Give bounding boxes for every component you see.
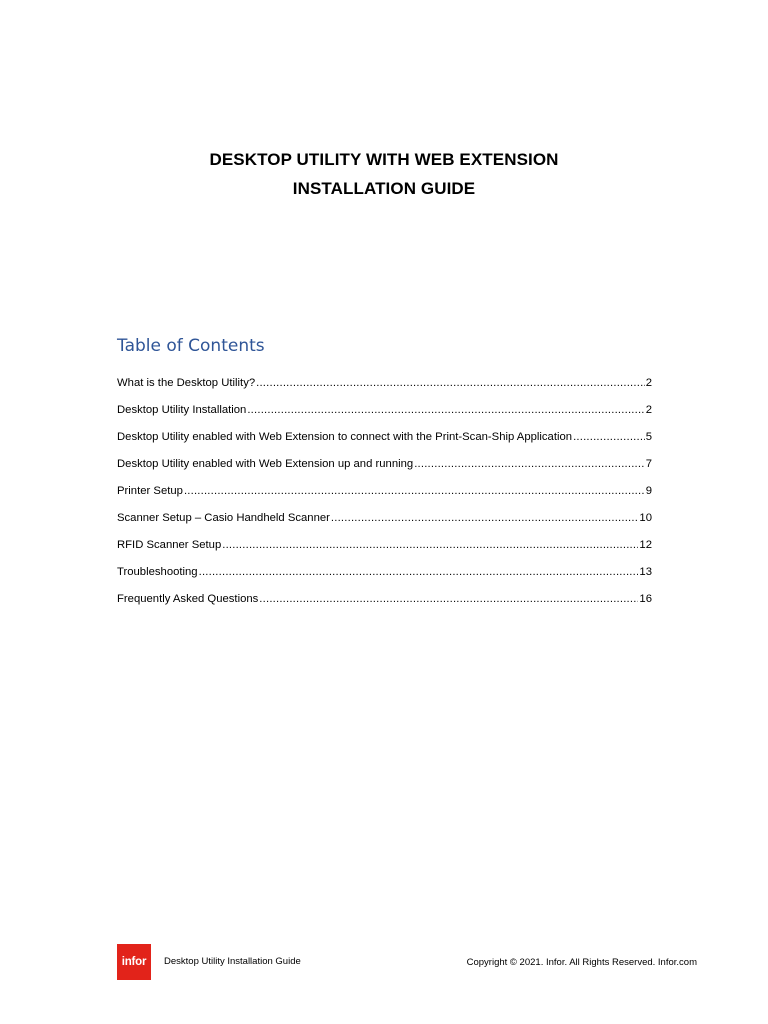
toc-dot-leader <box>247 400 644 420</box>
toc-dot-leader <box>331 508 639 528</box>
toc-entry-rfid-scanner-setup[interactable] <box>117 535 652 562</box>
toc-entry-page: 2 <box>645 377 652 389</box>
table-of-contents <box>117 373 652 616</box>
toc-entry-title: Desktop Utility enabled with Web Extension up and running <box>117 458 414 470</box>
infor-logo-text: infor <box>121 956 147 968</box>
toc-heading: Table of Contents <box>117 336 265 356</box>
toc-dot-leader <box>573 427 645 447</box>
toc-entry-title: Frequently Asked Questions <box>117 593 259 605</box>
toc-entry-page: 16 <box>639 593 652 605</box>
toc-entry-title: Printer Setup <box>117 485 183 497</box>
toc-dot-leader <box>184 481 645 501</box>
toc-dot-leader <box>222 535 638 555</box>
toc-entry-page: 7 <box>645 458 652 470</box>
toc-entry-page: 13 <box>639 566 652 578</box>
document-title-line-1: DESKTOP UTILITY WITH WEB EXTENSION <box>209 150 559 169</box>
toc-entry-page: 10 <box>639 512 652 524</box>
toc-entry-title: What is the Desktop Utility? <box>117 377 256 389</box>
page-footer <box>117 944 697 980</box>
footer-copyright: Copyright © 2021. Infor. All Rights Reserved. Infor.com <box>466 957 697 968</box>
toc-entry-troubleshooting[interactable] <box>117 562 652 589</box>
toc-entry-connect-print-scan-ship[interactable] <box>117 427 652 454</box>
toc-entry-scanner-setup[interactable] <box>117 508 652 535</box>
toc-dot-leader <box>256 373 645 393</box>
document-title <box>0 145 768 203</box>
toc-entry-page: 2 <box>645 404 652 416</box>
toc-entry-title: Desktop Utility Installation <box>117 404 247 416</box>
toc-dot-leader <box>259 589 638 609</box>
toc-dot-leader <box>199 562 639 582</box>
toc-entry-up-and-running[interactable] <box>117 454 652 481</box>
toc-entry-what-is-desktop-utility[interactable] <box>117 373 652 400</box>
toc-entry-title: Scanner Setup – Casio Handheld Scanner <box>117 512 330 524</box>
document-title-line-2: INSTALLATION GUIDE <box>292 179 476 198</box>
toc-entry-faq[interactable] <box>117 589 652 616</box>
footer-guide-title: Desktop Utility Installation Guide <box>164 956 301 967</box>
infor-logo <box>117 944 151 980</box>
toc-entry-page: 5 <box>645 431 652 443</box>
toc-entry-page: 9 <box>645 485 652 497</box>
toc-entry-title: Troubleshooting <box>117 566 198 578</box>
toc-dot-leader <box>414 454 645 474</box>
toc-entry-title: Desktop Utility enabled with Web Extension to connect with the Print-Scan-Ship Application <box>117 431 573 443</box>
toc-entry-title: RFID Scanner Setup <box>117 539 222 551</box>
toc-entry-printer-setup[interactable] <box>117 481 652 508</box>
toc-entry-page: 12 <box>639 539 652 551</box>
toc-entry-desktop-utility-installation[interactable] <box>117 400 652 427</box>
